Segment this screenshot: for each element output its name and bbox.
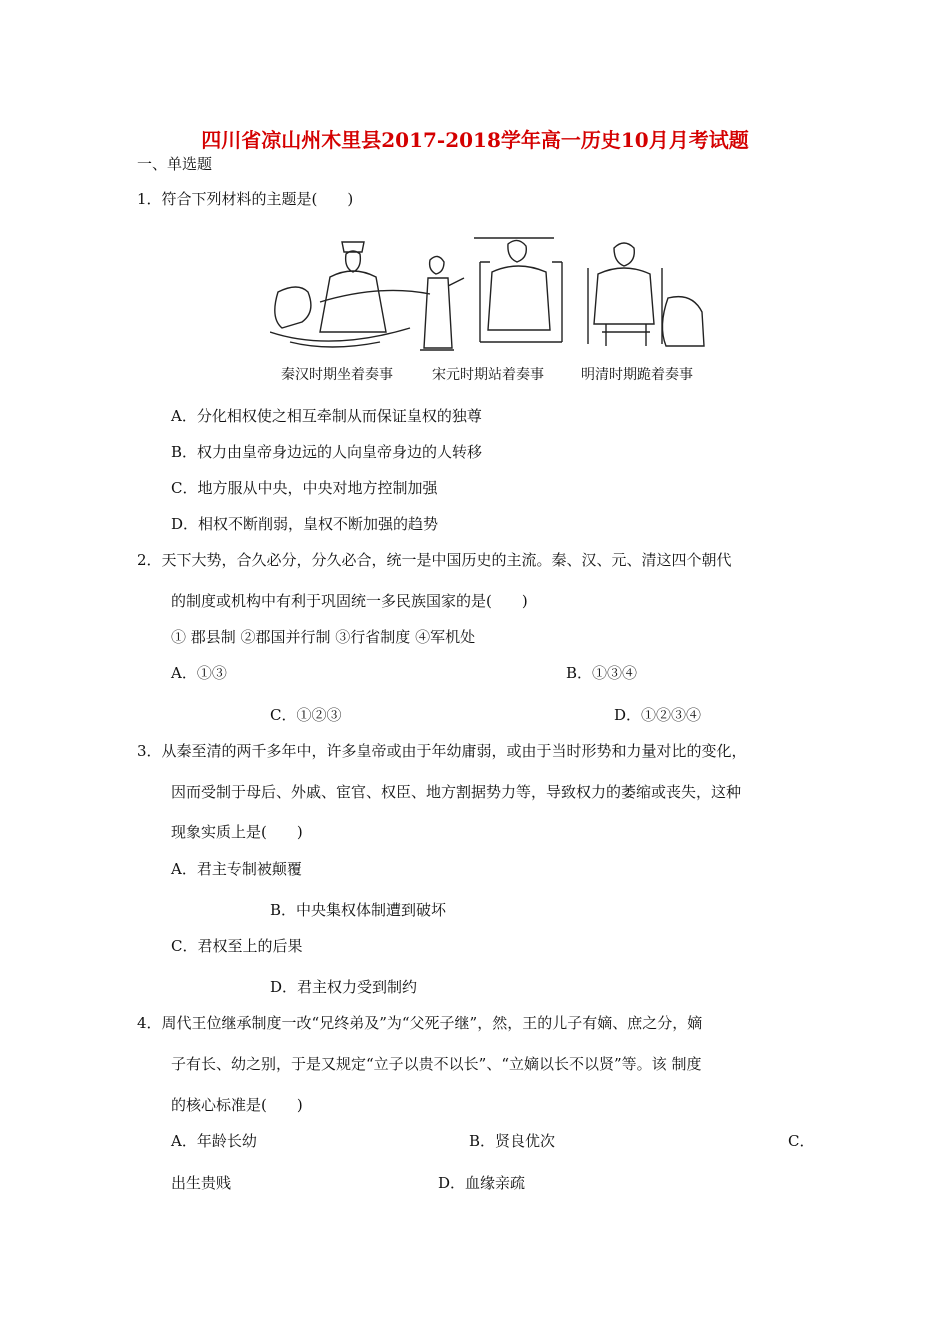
q4-option-a[interactable]: A．年龄长幼 <box>171 1132 257 1150</box>
q1-option-c[interactable]: C．地方服从中央，中央对地方控制加强 <box>171 479 438 497</box>
q2-option-b[interactable]: B．①③④ <box>566 664 638 682</box>
q2-option-d[interactable]: D．①②③④ <box>614 706 702 724</box>
question-3-stem-line3: 现象实质上是( ) <box>171 823 303 841</box>
q3-option-d[interactable]: D．君主权力受到制约 <box>270 978 418 996</box>
question-2-stem-line1: 2．天下大势，合久必分，分久必合，统一是中国历史的主流。秦、汉、元、清这四个朝代 <box>137 551 732 569</box>
question-2-items: ① 郡县制 ②郡国并行制 ③行省制度 ④军机处 <box>171 628 476 646</box>
question-4-stem-line1: 4．周代王位继承制度一改“兄终弟及”为“父死子继”，然，王的儿子有嫡、庶之分，嫡 <box>137 1014 703 1032</box>
page-title: 四川省凉山州木里县2017-2018学年高一历史10月月考试题 <box>201 128 749 152</box>
caption-ming-qing: 明清时期跪着奏事 <box>581 367 693 383</box>
section-heading: 一、单选题 <box>137 155 213 173</box>
question-3-stem-line2: 因而受制于母后、外戚、宦官、权臣、地方割据势力等，导致权力的萎缩或丧失，这种 <box>171 783 742 801</box>
q2-option-a[interactable]: A．①③ <box>171 664 227 682</box>
question-4-stem-line3: 的核心标准是( ) <box>171 1096 303 1114</box>
caption-song-yuan: 宋元时期站着奏事 <box>432 367 544 383</box>
q4-option-d[interactable]: D．血缘亲疏 <box>438 1174 526 1192</box>
q2-option-c[interactable]: C．①②③ <box>270 706 342 724</box>
q3-option-b[interactable]: B．中央集权体制遭到破坏 <box>270 901 447 919</box>
question-3-stem-line1: 3．从秦至清的两千多年中，许多皇帝或由于年幼庸弱，或由于当时形势和力量对比的变化， <box>137 742 747 760</box>
q3-option-a[interactable]: A．君主专制被颠覆 <box>171 860 302 878</box>
question-1-illustration <box>270 232 708 362</box>
bowing-official-figure <box>662 297 704 346</box>
q4-option-b[interactable]: B．贤良优次 <box>469 1132 556 1150</box>
q4-option-c-label[interactable]: C． <box>788 1132 815 1150</box>
question-2-stem-line2: 的制度或机构中有利于巩固统一多民族国家的是( ) <box>171 592 528 610</box>
caption-qin-han: 秦汉时期坐着奏事 <box>281 367 393 383</box>
q1-option-d[interactable]: D．相权不断削弱，皇权不断加强的趋势 <box>171 515 439 533</box>
question-4-stem-line2: 子有长、幼之别，于是又规定“立子以贵不以长”、“立嫡以长不以贤”等。该 制度 <box>171 1055 702 1073</box>
q4-option-c-text[interactable]: 出生贵贱 <box>171 1174 232 1192</box>
emperor-figure-3 <box>594 243 654 324</box>
q1-option-b[interactable]: B．权力由皇帝身边远的人向皇帝身边的人转移 <box>171 443 483 461</box>
q3-option-c[interactable]: C．君权至上的后果 <box>171 937 303 955</box>
standing-official-figure <box>424 256 464 348</box>
emperor-figure-2 <box>474 238 554 330</box>
court-audience-illustration <box>270 232 708 362</box>
emperor-figure-1 <box>320 242 386 332</box>
q1-option-a[interactable]: A．分化相权使之相互牵制从而保证皇权的独尊 <box>171 407 482 425</box>
question-1-stem: 1．符合下列材料的主题是( ) <box>137 190 354 208</box>
kneeling-official-figure <box>275 287 311 328</box>
